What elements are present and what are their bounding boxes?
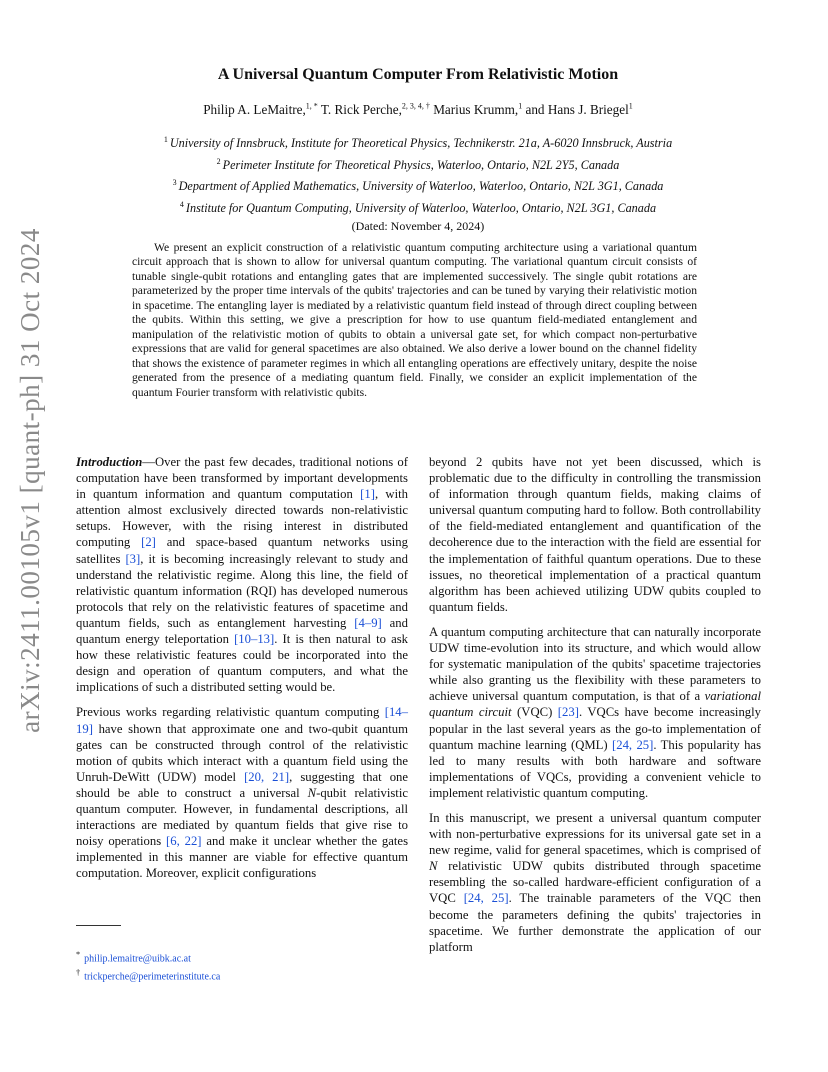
author-list (100, 102, 736, 118)
citation-link[interactable]: [2] (141, 535, 156, 550)
citation-link[interactable]: [24, 25] (612, 737, 654, 752)
footnote-rule (76, 925, 121, 926)
body-text: and quantum energy teleportation (76, 615, 408, 647)
intro-paragraph-2 (76, 704, 408, 881)
dated-line: (Dated: November 4, 2024) (351, 219, 485, 233)
citation-link[interactable]: [14–19] (76, 705, 408, 736)
affiliation-4: $^4$ Institute for Quantum Computing, University of Waterloo, Waterloo, Ontario, N2L 3G1, Canada (179, 199, 657, 215)
body-text: , it is becoming increasingly relevant to study and understand the relativistic regime. Along this line, the field of relativistic quantum information (RQI) has developed numerous protocols that rely on the relativistic features of spacetime and quantum fields, such as entanglement harvesting (76, 551, 408, 630)
affiliation-3: $^3$ Department of Applied Mathematics, University of Waterloo, Waterloo, Ontario, N2L 3G1, Canada (172, 178, 664, 194)
citation-link[interactable]: [24, 25] (463, 891, 509, 906)
body-paragraph-1 (429, 454, 761, 615)
affiliation-1: $^1$ University of Innsbruck, Institute for Theoretical Physics, Technikerstr. 21a, A-6020 Innsbruck, Austria (163, 135, 673, 151)
body-text: . VQCs have become increasingly popular in the last several years as the go-to implementation of quantum machine learning (QML) (429, 705, 761, 752)
affiliation-list (100, 131, 736, 217)
body-text: . This popularity has led to many results with both hardware and software implementations of VQCs, providing a convenient vehicle to implement relativistic quantum computing. (429, 737, 762, 800)
citation-link[interactable]: [23] (557, 705, 579, 720)
body-text: Previous works regarding relativistic quantum computing (76, 705, 385, 720)
citation-link[interactable]: [4–9] (354, 615, 382, 630)
left-column (76, 454, 408, 890)
author-3: Marius Krumm,$^1$ (433, 102, 523, 118)
body-text: . The trainable parameters of the VQC then become the parameters defining the qubits' trajectories in spacetime. We further demonstrate the application of our platform (429, 891, 761, 954)
arxiv-identifier-text: arXiv:2411.00105v1 [quant-ph] 31 Oct 2024 (14, 227, 45, 733)
body-paragraph-3 (429, 810, 761, 955)
body-text: -qubit relativistic quantum computer. However, in fundamental descriptions, all interactions are mediated by quantum fields that give rise to noisy operations (76, 785, 408, 849)
body-paragraph-2 (429, 624, 761, 801)
affiliation-2: $^2$ Perimeter Institute for Theoretical Physics, Waterloo, Ontario, N2L 2Y5, Canada (216, 156, 620, 172)
body-text: beyond 2 qubits have not yet been discussed, which is problematic due to the difficulty in controlling the transmission of information through quantum fields, making claims of universal quantum computing hard to follow. Both controllability of the field-mediated entanglement and quantification of the decoherence due to the interaction with the field are essential for the implementation of faithful quantum operations. Due to these issues, no theoretical implementation of a practical quantum algorithm has been achieved utilizing UDW qubits coupled to quantum fields. (429, 455, 761, 614)
footnote-1: * philip.lemaitre@uibk.ac.at (76, 950, 191, 965)
body-text: . It is then natural to ask how these relativistic features could be incorporated into the design and operation of quantum computers, and what the implications of such a distributed setting would be. (76, 632, 408, 695)
body-text: , suggesting that one should be able to construct a universal (76, 769, 409, 800)
citation-link[interactable]: [6, 22] (166, 834, 202, 849)
arxiv-identifier-stamp (10, 227, 50, 733)
citation-link[interactable]: [1] (360, 487, 375, 502)
body-text: (VQC) (511, 705, 558, 720)
author-2: T. Rick Perche,$^{2, 3, 4, \dagger}$ (320, 102, 430, 118)
body-text: and space-based quantum networks using satellites (76, 535, 408, 566)
body-text: A quantum computing architecture that can naturally incorporate UDW time-evolution into its structure, and which would allow for systematic manipulation of the qubits' spacetime trajectories while also granting us the flexibility with these parameters to achieve universal quantum computation, is that of a (429, 624, 761, 704)
email-link[interactable]: philip.lemaitre@uibk.ac.at (84, 953, 191, 965)
right-column (429, 454, 761, 964)
footnote-2: † trickperche@perimeterinstitute.ca (76, 968, 221, 983)
body-text: , with attention almost exclusively directed towards non-relativistic setups. However, with the rising interest in distributed computing (76, 487, 408, 550)
author-4: and Hans J. Briegel$^1$ (525, 102, 633, 118)
body-text: and make it unclear whether the gates implemented in this manner are viable for effective quantum computation. Moreover, explicit configurations (76, 834, 409, 881)
footnotes (76, 948, 408, 985)
citation-link[interactable]: [3] (125, 551, 141, 566)
body-text: relativistic UDW qubits distributed through spacetime resembling the so-called hardware-efficient configuration of a VQC (429, 859, 761, 906)
italic-text: N (429, 859, 438, 874)
italic-text: variational quantum circuit (429, 689, 761, 720)
italic-text: N (307, 785, 317, 800)
abstract: We present an explicit construction of a relativistic quantum computing architecture using a variational quantum circuit approach that is shown to allow for universal quantum computing. The variational quantum circuit consists of tunable single-qubit rotations and entangling gates that are implemented successively. The single qubit rotations are parameterized by the proper time intervals of the qubits' trajectories and can be tuned by varying their relativistic motion in spacetime. The entangling layer is mediated by a relativistic quantum field instead of through direct coupling between the qubits. Within this setting, we give a prescription for how to use quantum field-mediated entanglement and manipulation of the relativistic motion of qubits to obtain a universal gate set, for which compact non-perturbative expressions that are valid for general spacetimes are also obtained. We also derive a lower bound on the channel fidelity that shows the existence of parameter regimes in which all entangling operations are effectively unitary, despite the noise generated from the presence of a mediating quantum field. Finally, we consider an explicit implementation of the quantum Fourier transform with relativistic qubits. (132, 241, 697, 399)
email-link[interactable]: trickperche@perimeterinstitute.ca (84, 971, 221, 983)
body-text: have shown that approximate one and two-qubit quantum gates can be constructed through control of the relativistic motion of qubits which interact with a quantum field using the Unruh-DeWitt (UDW) model (76, 721, 408, 784)
paper-title: A Universal Quantum Computer From Relativistic Motion (217, 66, 619, 83)
citation-link[interactable]: [10–13] (234, 632, 275, 647)
author-1: Philip A. LeMaitre,$^{1, *}$ (203, 102, 318, 118)
intro-paragraph-1 (76, 454, 408, 695)
body-text: —Over the past few decades, traditional notions of computation have been transformed by important developments in quantum information and quantum computation (76, 455, 408, 502)
intro-heading: Introduction (76, 455, 143, 469)
body-text: In this manuscript, we present a universal quantum computer with non-perturbative expressions for its universal gate set in a new regime, valid for general spacetimes, which is comprised of (429, 810, 761, 858)
citation-link[interactable]: [20, 21] (244, 769, 290, 784)
